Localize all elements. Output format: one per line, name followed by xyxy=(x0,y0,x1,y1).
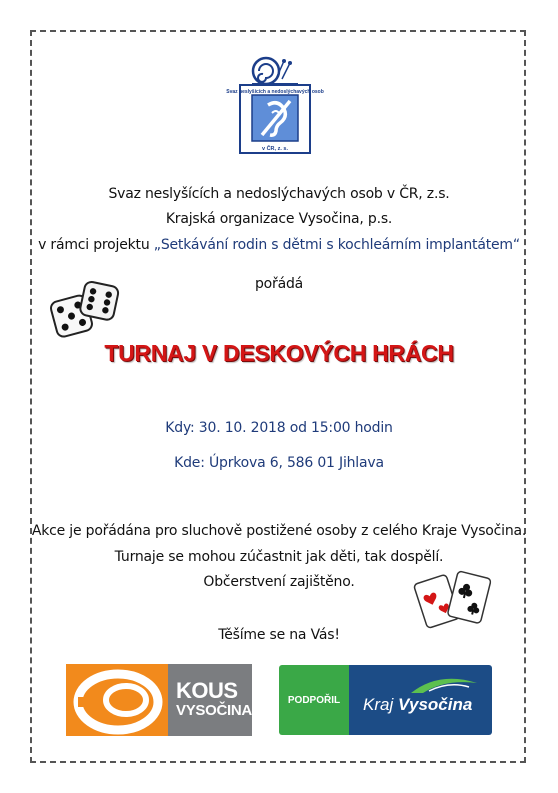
logo-text-top: Svaz neslyšících a nedoslýchavých osob xyxy=(226,89,324,95)
presents-text: pořádá xyxy=(254,276,304,292)
dice-icon xyxy=(50,280,120,342)
info-line-1: Akce je pořádána pro sluchově postižené osoby z celého Kraje Vysočina. xyxy=(31,523,527,539)
kraj-vysocina-logo xyxy=(279,665,492,735)
project-line xyxy=(0,237,558,253)
supported-by-label: PODPOŘIL xyxy=(279,665,349,735)
logo-text-bottom: v ČR, z. s. xyxy=(262,146,288,152)
info-line-3: Občerstvení zajištěno. xyxy=(203,574,355,590)
kraj-wordmark xyxy=(363,695,472,715)
kous-ring-icon xyxy=(66,664,168,736)
event-where: Kde: Úprkova 6, 586 01 Jihlava xyxy=(174,455,384,471)
org-branch: Krajská organizace Vysočina, p.s. xyxy=(165,211,393,227)
event-when: Kdy: 30. 10. 2018 od 15:00 hodin xyxy=(165,420,393,436)
event-title: TURNAJ V DESKOVÝCH HRÁCH xyxy=(104,340,454,366)
kous-text-block xyxy=(168,664,252,736)
kraj-word-1: Kraj xyxy=(363,695,394,714)
kous-line-1: KOUS xyxy=(176,678,238,703)
kraj-swoosh-icon xyxy=(409,675,479,697)
kous-vysocina-logo xyxy=(66,664,252,736)
kous-emblem xyxy=(66,664,168,736)
org-name: Svaz neslyšících a nedoslýchavých osob v ČR, z.s. xyxy=(108,186,450,202)
playing-cards-icon xyxy=(414,568,492,630)
snail-ear-logo xyxy=(226,55,324,155)
info-line-2: Turnaje se mohou zúčastnit jak děti, tak dospělí. xyxy=(114,549,444,565)
kraj-word-2: Vysočina xyxy=(397,695,473,714)
closing-text: Těšíme se na Vás! xyxy=(218,627,340,643)
kous-line-2: VYSOČINA xyxy=(176,702,252,719)
project-prefix: v rámci projektu xyxy=(38,237,154,253)
kraj-brand xyxy=(349,665,492,735)
project-name: „Setkávání rodin s dětmi s kochleárním implantátem“ xyxy=(153,237,520,253)
